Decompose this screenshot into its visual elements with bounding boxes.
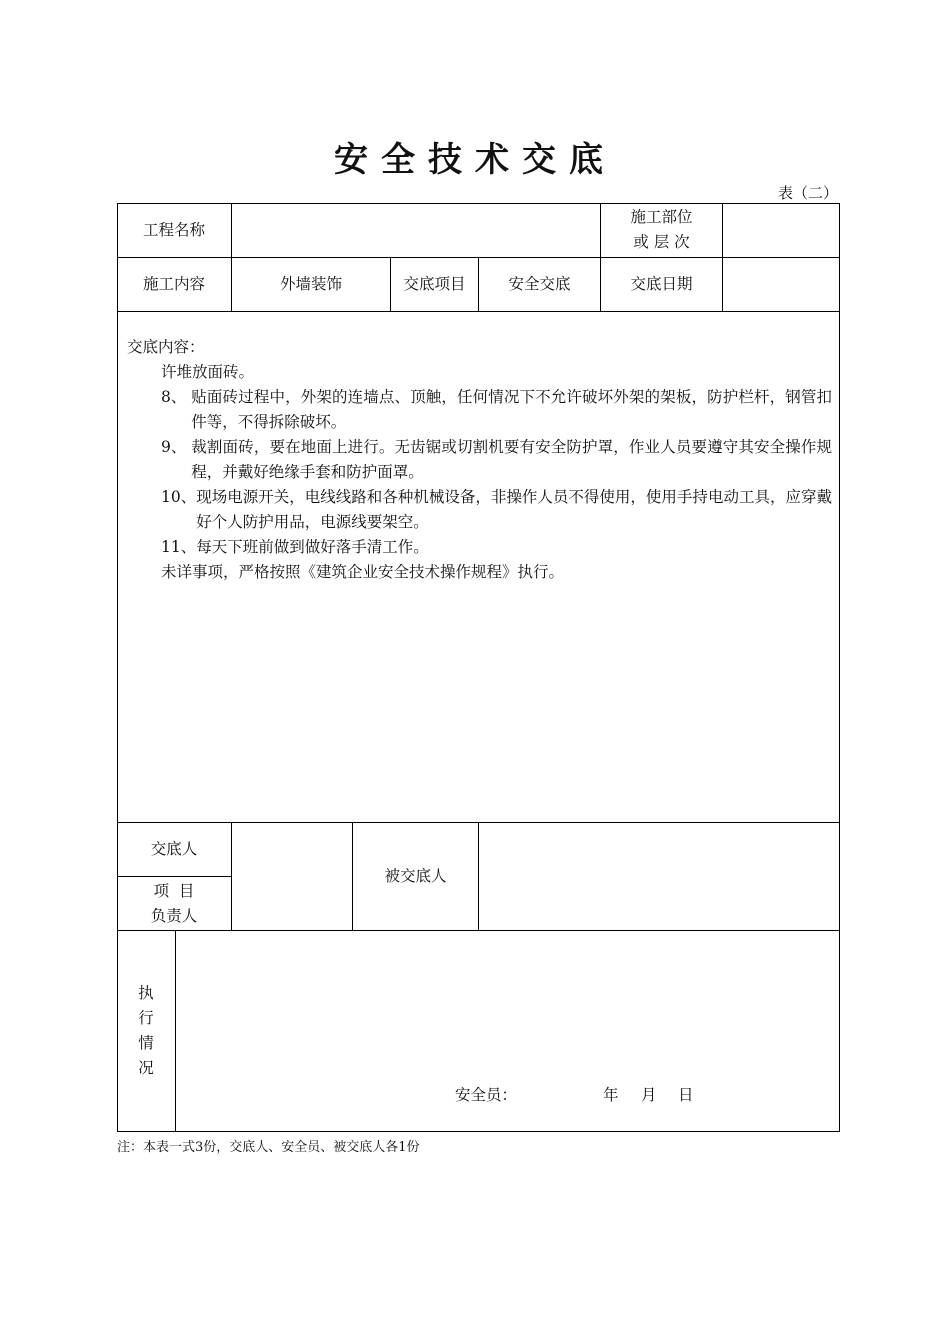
item-number: 11、 [161, 538, 197, 556]
location-label [601, 203, 722, 257]
date-field[interactable] [723, 258, 839, 311]
row-divider [117, 311, 840, 312]
execution-char: 行 [138, 1009, 154, 1027]
work-content-value[interactable]: 外墙装饰 [279, 275, 342, 293]
item-text: 现场电源开关，电线线路和各种机械设备，非操作人员不得使用，使用手持电动工具，应穿戴好个人防护用品，电源线要架空。 [196, 488, 832, 531]
item-number: 9、 [161, 438, 192, 456]
project-lead-field[interactable] [232, 877, 352, 930]
date-month: 月 [641, 1086, 657, 1104]
content-closing: 未详事项，严格按照《建筑企业安全技术操作规程》执行。 [161, 563, 565, 581]
location-field[interactable] [723, 203, 839, 257]
receiver-label: 被交底人 [384, 867, 447, 885]
execution-char: 情 [138, 1034, 154, 1052]
project-lead-label [117, 877, 231, 930]
disclosure-form [117, 203, 840, 1132]
issuer-field[interactable] [232, 823, 352, 876]
date-label: 交底日期 [630, 275, 693, 293]
border-bottom [117, 1131, 840, 1132]
project-name-label: 工程名称 [142, 220, 205, 239]
execution-label [117, 931, 175, 1131]
location-label-line1: 施工部位 [630, 208, 693, 226]
safety-officer-label: 安全员： [455, 1086, 518, 1104]
list-item [127, 385, 832, 435]
location-label-line2: 或 层 次 [633, 233, 690, 251]
disclosure-content [127, 335, 832, 585]
footnote: 注：本表一式3份，交底人、安全员、被交底人各1份 [117, 1140, 420, 1155]
list-item [127, 535, 832, 560]
receiver-field[interactable] [479, 823, 839, 930]
date-year: 年 [603, 1086, 619, 1104]
table-number: 表（二） [777, 184, 838, 202]
content-lead: 许堆放面砖。 [161, 363, 255, 381]
item-text: 贴面砖过程中，外架的连墙点、顶触，任何情况下不允许破坏外架的架板，防护栏杆，钢管扣件等，不得拆除破坏。 [191, 388, 832, 431]
document-title: 安全技术交底 [334, 140, 616, 180]
list-item [127, 435, 832, 485]
date-day: 日 [678, 1086, 694, 1104]
item-number: 8、 [161, 388, 192, 406]
border-right [839, 203, 840, 1132]
item-label: 交底项目 [403, 275, 466, 293]
execution-char: 况 [138, 1059, 154, 1077]
issuer-label: 交底人 [150, 840, 198, 858]
content-heading: 交底内容： [127, 338, 205, 356]
execution-char: 执 [138, 984, 154, 1002]
project-lead-line2: 负责人 [150, 906, 198, 925]
item-value[interactable]: 安全交底 [508, 275, 571, 293]
item-number: 10、 [161, 488, 197, 506]
project-name-field[interactable] [232, 203, 600, 257]
item-text: 裁割面砖，要在地面上进行。无齿锯或切割机要有安全防护罩，作业人员要遵守其安全操作规程，并戴好绝缘手套和防护面罩。 [191, 438, 832, 481]
item-text: 每天下班前做到做好落手清工作。 [196, 538, 429, 556]
list-item [127, 485, 832, 535]
project-lead-line1: 项 目 [153, 881, 195, 900]
work-content-label: 施工内容 [142, 275, 205, 293]
